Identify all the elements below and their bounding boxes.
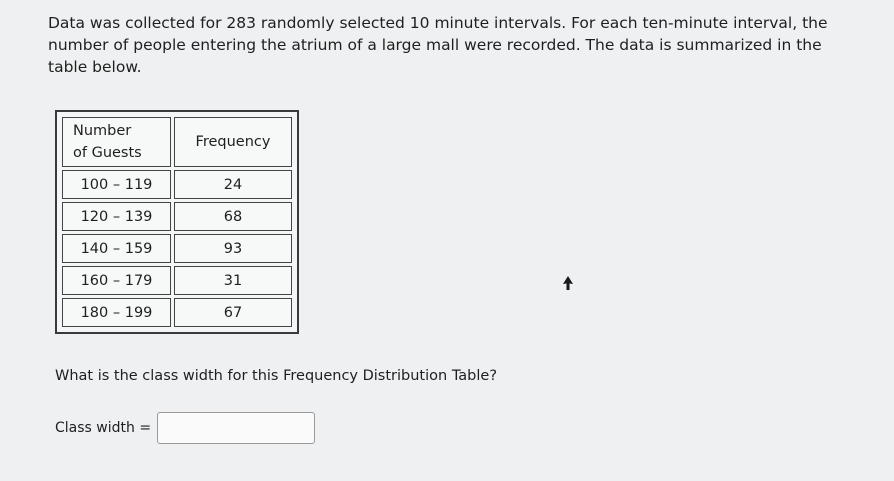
table-row — [62, 202, 292, 231]
header-frequency: Frequency — [174, 117, 292, 167]
table-row — [62, 298, 292, 327]
range-cell: 180 – 199 — [62, 298, 171, 327]
mouse-pointer-icon — [563, 276, 573, 290]
range-cell: 140 – 159 — [62, 234, 171, 263]
problem-text-line-3: table below. — [48, 58, 142, 76]
table-row — [62, 266, 292, 295]
frequency-cell: 67 — [174, 298, 292, 327]
problem-text-line-2: number of people entering the atrium of a large mall were recorded. The data is summarized in the — [48, 36, 822, 54]
frequency-cell: 93 — [174, 234, 292, 263]
table-header-row — [62, 117, 292, 167]
header-number-of-guests: Number of Guests — [62, 117, 171, 167]
table-row — [62, 170, 292, 199]
frequency-cell: 24 — [174, 170, 292, 199]
class-width-label: Class width = — [55, 420, 152, 436]
frequency-table-grid — [59, 114, 295, 330]
class-width-input[interactable] — [157, 412, 315, 444]
range-cell: 160 – 179 — [62, 266, 171, 295]
question-text: What is the class width for this Frequency Distribution Table? — [55, 368, 498, 384]
range-cell: 100 – 119 — [62, 170, 171, 199]
range-cell: 120 – 139 — [62, 202, 171, 231]
frequency-cell: 68 — [174, 202, 292, 231]
frequency-cell: 31 — [174, 266, 292, 295]
problem-text-line-1: Data was collected for 283 randomly selected 10 minute intervals. For each ten-minute interval, the — [48, 14, 828, 32]
table-row — [62, 234, 292, 263]
problem-statement — [48, 12, 828, 78]
answer-row — [55, 412, 315, 444]
frequency-table — [55, 110, 299, 334]
